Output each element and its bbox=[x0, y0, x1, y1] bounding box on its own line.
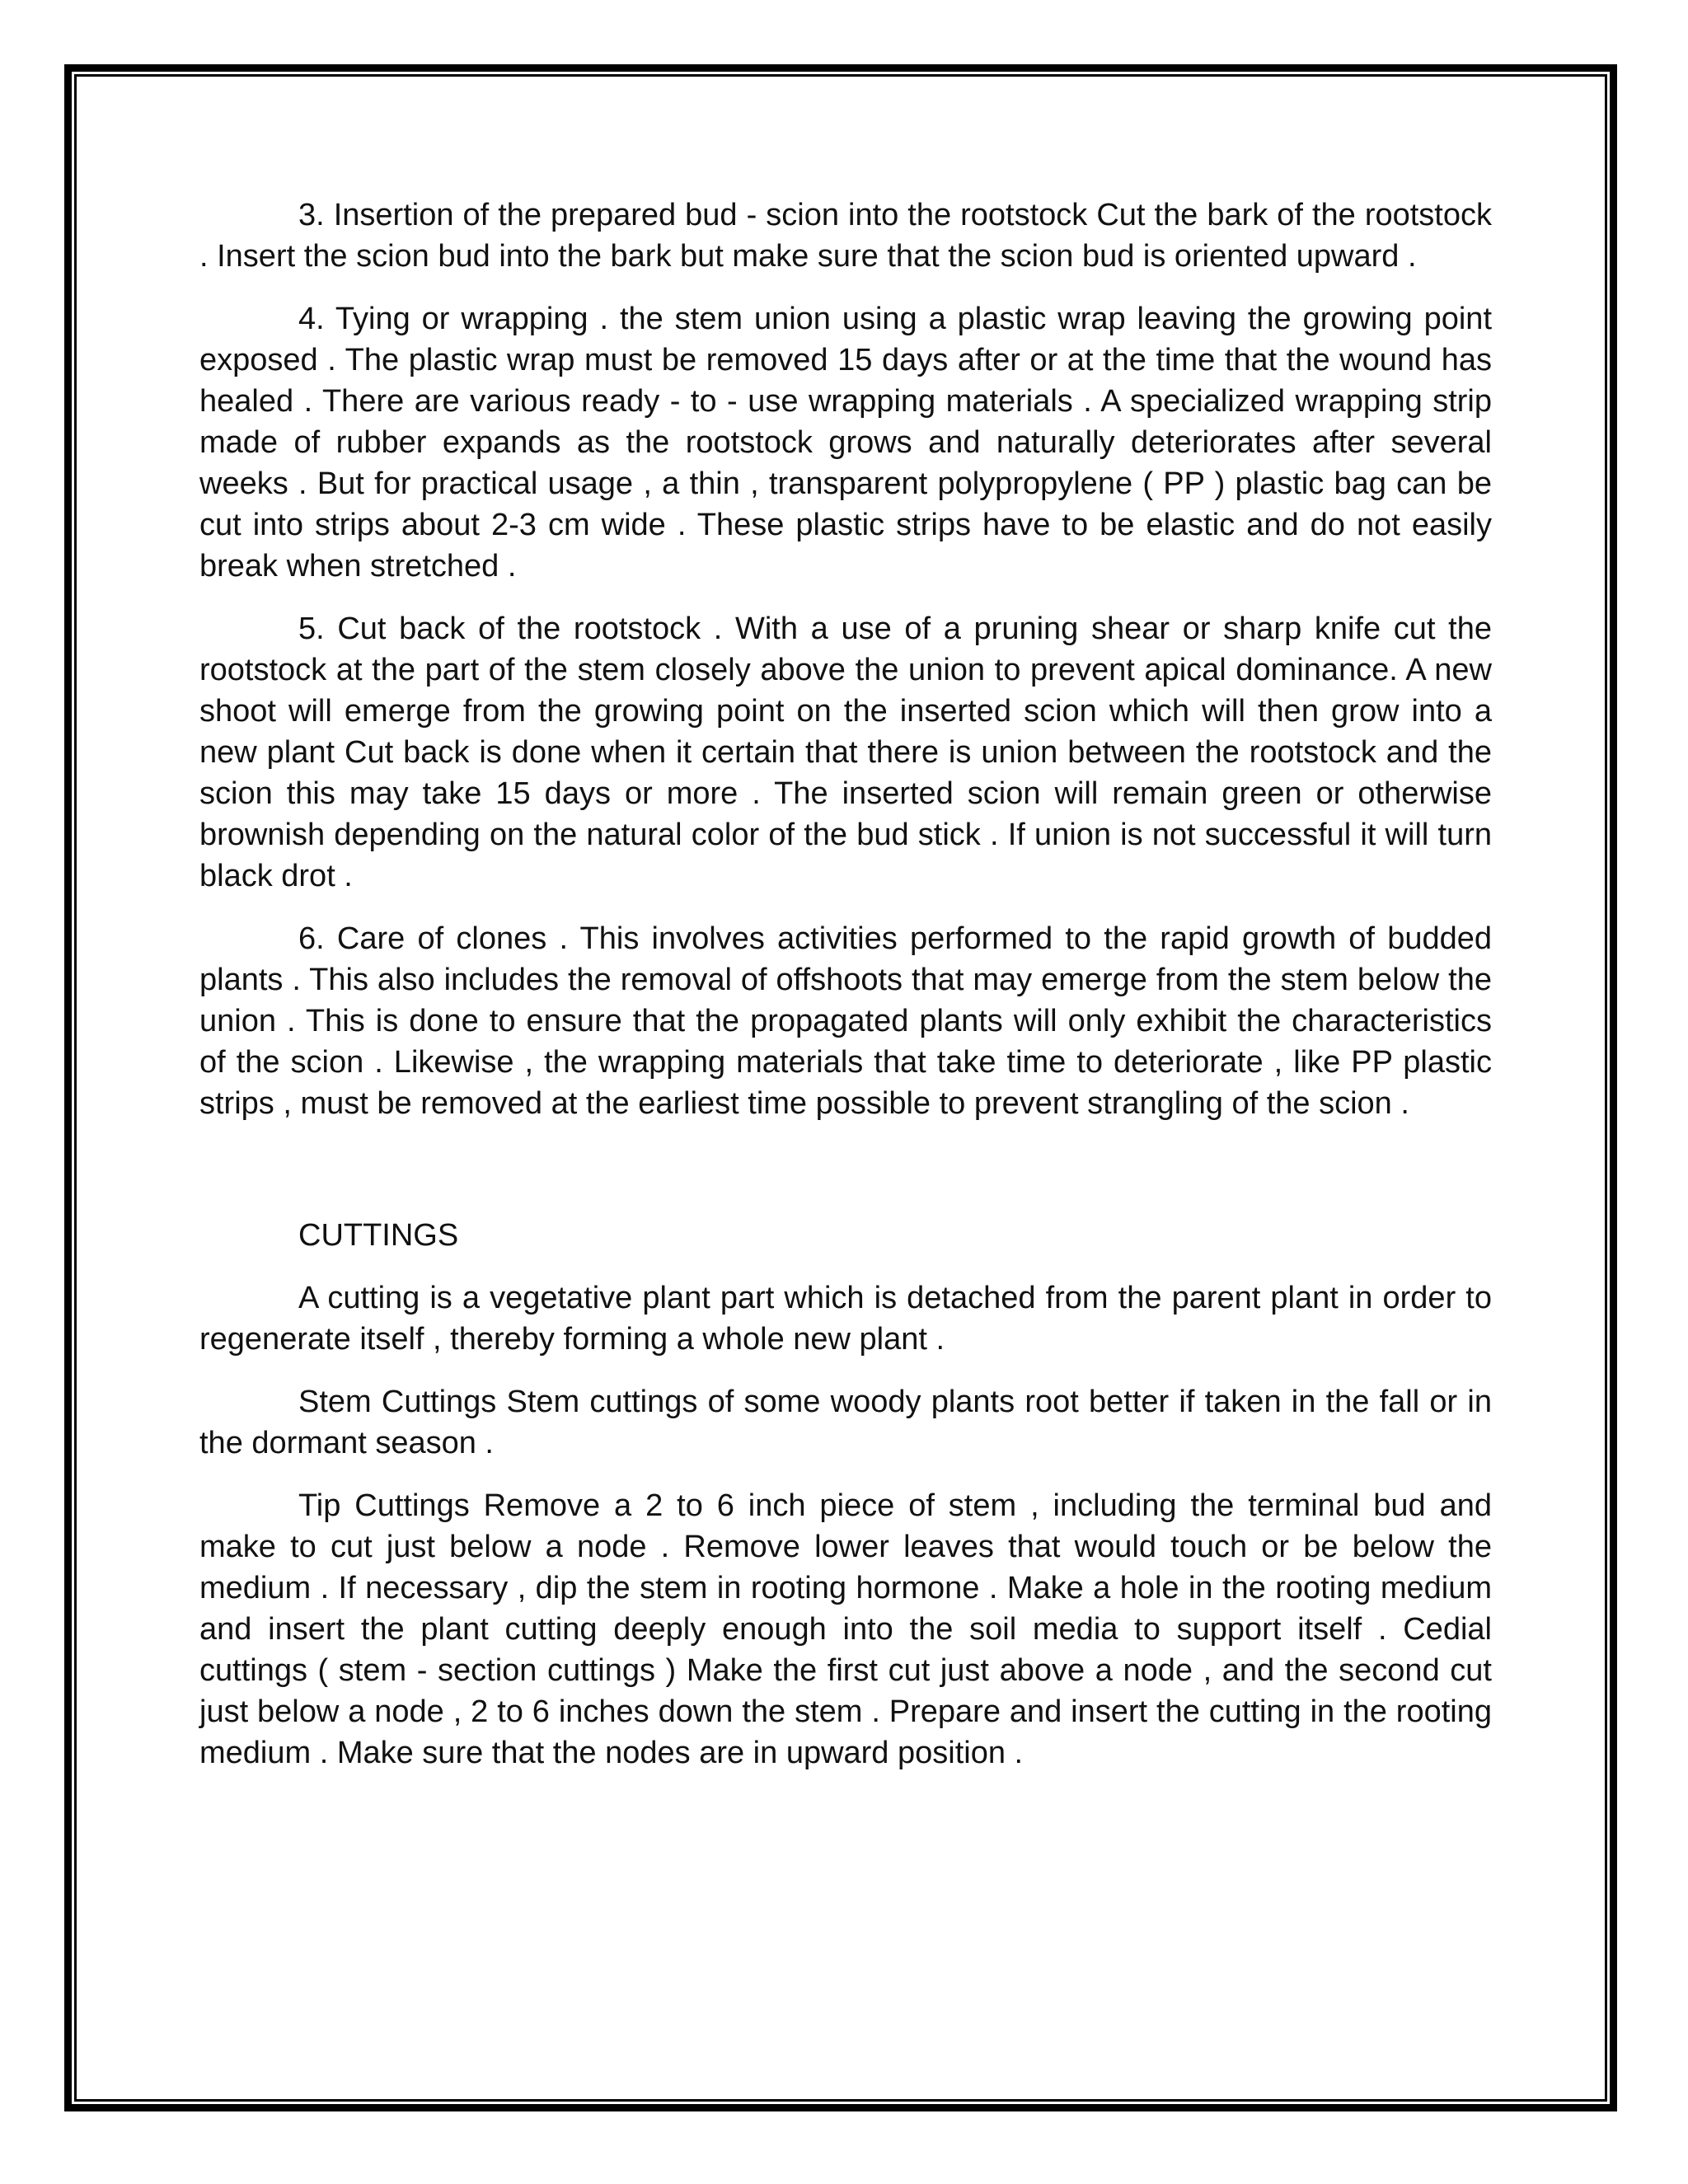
paragraph-step-3: 3. Insertion of the prepared bud - scion into the rootstock Cut the bark of the rootstock . Insert the scion bud into the bark but make sure that the scion bud is oriented upward . bbox=[199, 198, 1492, 274]
paragraph-step-4: 4. Tying or wrapping . the stem union using a plastic wrap leaving the growing point exposed . The plastic wrap must be removed 15 days after or at the time that the wound has healed . There are various ready - to - use wrapping materials . A specialized wrapping strip made of rubber expands as the rootstock grows and naturally deteriorates after several weeks . But for practical usage , a thin , transparent polypropylene ( PP ) plastic bag can be cut into strips about 2-3 cm wide . These plastic strips have to be elastic and do not easily break when stretched . bbox=[199, 302, 1492, 583]
section-heading-cuttings: CUTTINGS bbox=[298, 1218, 459, 1253]
paragraph-step-5: 5. Cut back of the rootstock . With a use of a pruning shear or sharp knife cut the rootstock at the part of the stem closely above the union to prevent apical dominance. A new shoot will emerge from the growing point on the inserted scion which will then grow into a new plant Cut back is done when it certain that there is union between the rootstock and the scion this may take 15 days or more . The inserted scion will remain green or otherwise brownish depending on the natural color of the bud stick . If union is not successful it will turn black drot . bbox=[199, 612, 1492, 893]
paragraph-cutting-definition: A cutting is a vegetative plant part which is detached from the parent plant in order to regenerate itself , thereby forming a whole new plant . bbox=[199, 1281, 1492, 1357]
paragraph-stem-cuttings: Stem Cuttings Stem cuttings of some woody plants root better if taken in the fall or in the dormant season . bbox=[199, 1385, 1492, 1460]
paragraph-tip-cuttings: Tip Cuttings Remove a 2 to 6 inch piece of stem , including the terminal bud and make to cut just below a node . Remove lower leaves that would touch or be below the medium . If necessary , dip the stem in rooting hormone . Make a hole in the rooting medium and insert the plant cutting deeply enough into the soil media to support itself . Cedial cuttings ( stem - section cuttings ) Make the first cut just above a node , and the second cut just below a node , 2 to 6 inches down the stem . Prepare and insert the cutting in the rooting medium . Make sure that the nodes are in upward position . bbox=[199, 1488, 1492, 1770]
document-body bbox=[199, 194, 1492, 1795]
paragraph-step-6: 6. Care of clones . This involves activities performed to the rapid growth of budded plants . This also includes the removal of offshoots that may emerge from the stem below the union . This is done to ensure that the propagated plants will only exhibit the characteristics of the scion . Likewise , the wrapping materials that take time to deteriorate , like PP plastic strips , must be removed at the earliest time possible to prevent strangling of the scion . bbox=[199, 921, 1492, 1121]
